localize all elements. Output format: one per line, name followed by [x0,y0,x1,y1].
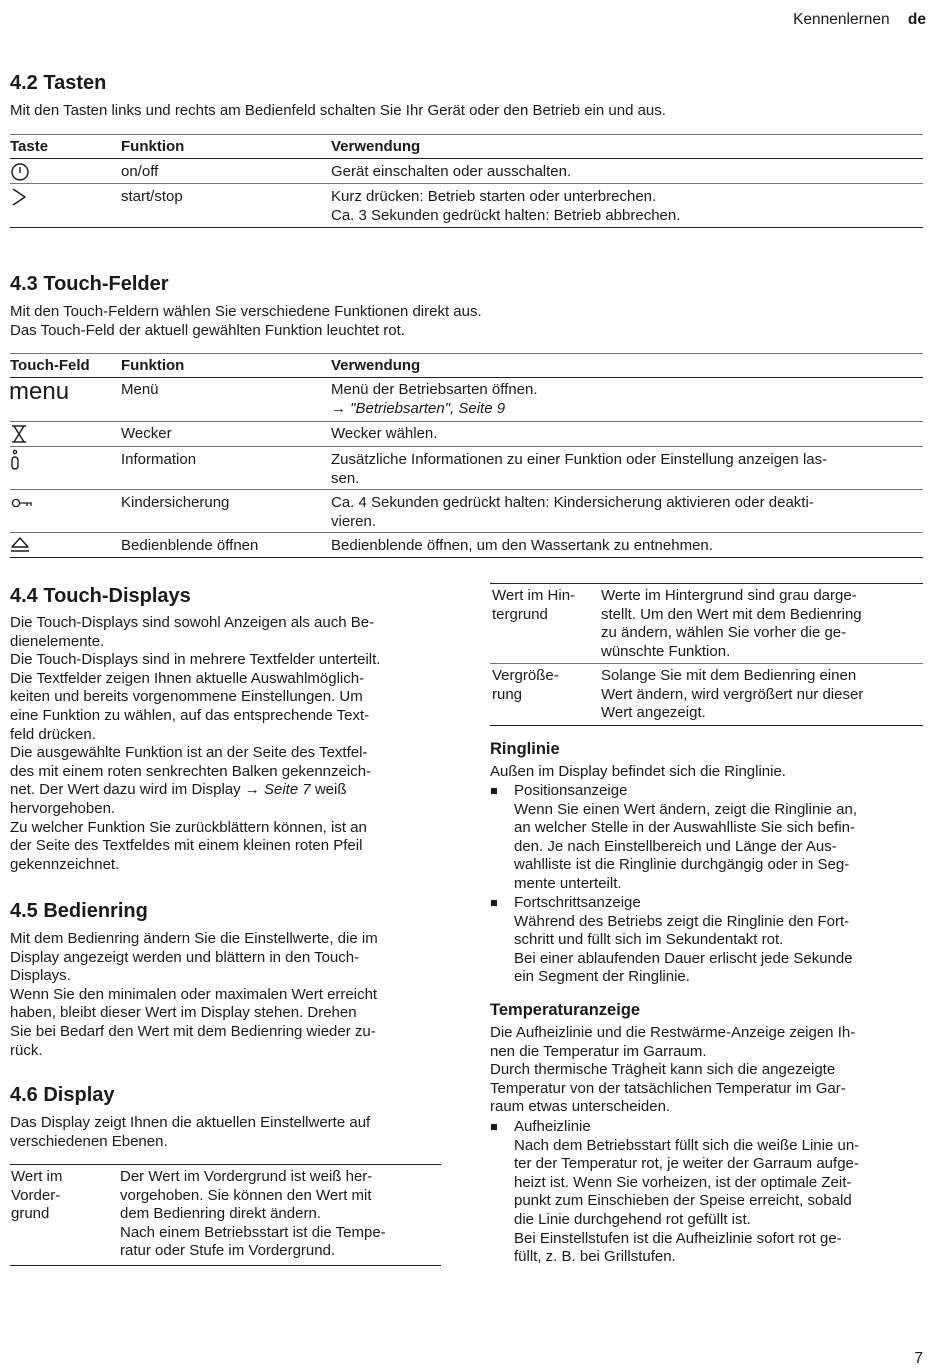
text-line: Sie bei Bedarf den Wert mit dem Bedienring wieder zu- [10,1022,376,1040]
table-cell-verwendung: Wecker wählen. [331,425,438,442]
text-line: rück. [10,1041,43,1059]
bullet-label: Positionsanzeige [514,782,628,799]
text-line: Wenn Sie einen Wert ändern, zeigt die Ringlinie an, [514,800,857,818]
section-title-4-6: 4.6 Display [10,1084,115,1106]
section-title-4-4: 4.4 Touch-Displays [10,585,191,607]
text-line: der Seite des Textfeldes mit einem kleinen roten Pfeil [10,837,363,855]
col-header-funktion: Funktion [121,138,185,155]
text-line: wünschte Funktion. [601,642,731,660]
text-line: Zusätzliche Informationen zu einer Funktion oder Einstellung anzeigen las- [331,451,828,468]
text-line: grund [11,1205,50,1223]
bullet-item [514,894,853,987]
subsection-title-ringlinie: Ringlinie [490,740,560,758]
table-rule [10,134,923,135]
table-rule [490,725,923,726]
col-header-verwendung: Verwendung [331,138,421,155]
text-line: Wenn Sie den minimalen oder maximalen Wert erreicht [10,985,378,1003]
cross-reference: → "Betriebsarten", Seite 9 [331,399,506,417]
text-line: verschiedenen Ebenen. [10,1132,168,1150]
text-line: Solange Sie mit dem Bedienring einen [601,667,857,684]
hourglass-icon [11,424,27,444]
text-line: Der Wert im Vordergrund ist weiß her- [120,1168,373,1185]
text-line: gekennzeichnet. [10,855,120,873]
text-line: vieren. [331,512,377,530]
text-line: Das Touch-Feld der aktuell gewählten Funktion leuchtet rot. [10,321,405,339]
text-line: Kurz drücken: Betrieb starten oder unterbrechen. [331,188,657,205]
table-rule [10,1164,441,1165]
info-icon [9,449,21,471]
header-section: Kennenlernen [793,11,890,28]
bullet-marker [491,1124,497,1130]
table-rule [10,227,923,228]
text-line: Die ausgewählte Funktion ist an der Seite des Textfel- [10,744,368,762]
text-line: ter der Temperatur rot, je weiter der Garraum aufge- [514,1155,859,1173]
section-body-4-5 [10,930,450,1060]
text-line: tergrund [492,605,548,623]
text-line-with-reference [10,781,450,800]
bullet-marker [491,900,497,906]
table-cell-verwendung [331,188,680,225]
text-line: heizt ist. Wenn Sie vorheizen, ist der optimale Zeit- [514,1173,852,1191]
table-cell-funktion: Bedienblende öffnen [121,537,259,554]
table-cell-funktion: Kindersicherung [121,494,230,511]
table-rule [10,353,923,354]
table-rule [10,446,923,447]
table-cell-description [120,1168,386,1261]
text-line: Temperatur von der tatsächlichen Temperatur im Gar- [490,1079,846,1097]
table-cell-term [11,1168,62,1224]
subsection-body [490,1024,855,1117]
table-cell-description [601,587,862,661]
table-rule [10,557,923,558]
text-line: Das Display zeigt Ihnen die aktuellen Einstellwerte auf [10,1114,371,1131]
text-line: feld drücken. [10,725,96,743]
section-intro-4-2: Mit den Tasten links und rechts am Bedienfeld schalten Sie Ihr Gerät oder den Betrieb ein und aus. [10,102,666,119]
text-line: vorgehoben. Sie können den Wert mit [120,1186,372,1204]
text-line: mente unterteilt. [514,874,622,892]
text-line: Durch thermische Trägheit kann sich die angezeigte [490,1061,836,1079]
text-line: Display angezeigt werden und blättern in den Touch- [10,948,360,966]
text-line: zu ändern, wählen Sie vorher die ge- [601,624,847,642]
text-fragment: net. Der Wert dazu wird im Display [10,781,241,799]
reference-arrow: → [244,781,260,799]
table-rule [490,663,923,664]
text-line: dienelemente. [10,632,105,650]
text-line: die Linie durchgehend rot gefüllt ist. [514,1210,751,1228]
table-rule [10,532,923,533]
section-body-4-4 [10,614,450,874]
text-line: Wert angezeigt. [601,704,706,722]
table-rule [490,583,923,584]
table-rule [10,158,923,159]
text-line: Wert ändern, wird vergrößert nur dieser [601,685,864,703]
text-line: füllt, z. B. bei Grillstufen. [514,1248,676,1266]
text-line: Vergröße- [492,667,559,684]
text-line: Zu welcher Funktion Sie zurückblättern können, ist an [10,818,367,836]
table-rule [10,421,923,422]
page-header [793,11,926,30]
bullet-item [514,1118,859,1267]
bullet-marker [491,788,497,794]
text-line: raum etwas unterscheiden. [490,1098,671,1116]
key-icon [11,497,33,509]
col-header-verwendung: Verwendung [331,357,421,374]
section-title-4-2: 4.2 Tasten [10,72,107,94]
text-line: hervorgehoben. [10,799,116,817]
header-lang: de [907,11,926,28]
text-line: Die Touch-Displays sind sowohl Anzeigen als auch Be- [10,614,375,631]
power-icon [10,162,30,182]
bullet-label: Fortschrittsanzeige [514,894,641,911]
text-line: Bei Einstellstufen ist die Aufheizlinie sofort rot ge- [514,1229,842,1247]
text-line: Während des Betriebs zeigt die Ringlinie den Fort- [514,912,850,930]
section-intro-4-3 [10,303,482,340]
text-line: dem Bedienring direkt ändern. [120,1205,321,1223]
text-line: ratur oder Stufe im Vordergrund. [120,1242,336,1260]
subsection-title-temperaturanzeige: Temperaturanzeige [490,1001,641,1019]
section-title-4-5: 4.5 Bedienring [10,900,148,922]
page-number: 7 [914,1350,923,1367]
text-line: Die Aufheizlinie und die Restwärme-Anzeige zeigen Ih- [490,1024,856,1041]
text-line: Die Touch-Displays sind in mehrere Textfelder unterteilt. [10,651,381,669]
text-line: Bei einer ablaufenden Dauer erlischt jede Sekunde [514,949,853,967]
text-line: an welcher Stelle in der Auswahlliste Sie sich befin- [514,819,856,837]
text-fragment: weiß [314,781,347,799]
text-line: Mit dem Bedienring ändern Sie die Einstellwerte, die im [10,930,378,947]
text-line: Mit den Touch-Feldern wählen Sie verschiedene Funktionen direkt aus. [10,303,482,320]
text-line: schritt und füllt sich im Sekundentakt rot. [514,931,784,949]
text-line: Wert im Hin- [492,587,576,604]
table-cell-verwendung [331,451,827,488]
text-line: sen. [331,469,360,487]
text-line: den. Je nach Einstellbereich und Länge der Aus- [514,837,837,855]
table-cell-funktion: Information [121,451,197,468]
text-line: Wert im [11,1168,63,1185]
text-line: nen die Temperatur im Garraum. [490,1042,707,1060]
cross-reference: Seite 7 [263,781,311,799]
table-rule [10,1265,441,1266]
table-cell-verwendung: Gerät einschalten oder ausschalten. [331,163,572,180]
text-line: Vorder- [11,1186,61,1204]
text-line: Werte im Hintergrund sind grau darge- [601,587,857,604]
table-cell-term [492,667,559,704]
table-rule [10,377,923,378]
text-line: ein Segment der Ringlinie. [514,968,690,986]
text-line: Displays. [10,967,71,985]
table-cell-verwendung: Bedienblende öffnen, um den Wassertank zu entnehmen. [331,537,713,554]
text-line: rung [492,685,523,703]
col-header-taste: Taste [10,138,49,155]
bullet-item [514,782,857,894]
table-cell-funktion: on/off [121,163,159,180]
text-line: Menü der Betriebsarten öffnen. [331,381,538,398]
text-line: Ca. 3 Sekunden gedrückt halten: Betrieb abbrechen. [331,206,681,224]
text-line: Nach einem Betriebsstart ist die Tempe- [120,1223,386,1241]
subsection-intro: Außen im Display befindet sich die Ringlinie. [490,763,786,780]
table-cell-term [492,587,575,624]
eject-icon [9,535,31,555]
text-line: keiten und bereits vorgenommene Einstellungen. Um [10,688,363,706]
table-cell-funktion: start/stop [121,188,183,205]
col-header-touch-feld: Touch-Feld [10,357,90,374]
text-line: Ca. 4 Sekunden gedrückt halten: Kindersicherung aktivieren oder deakti- [331,494,814,511]
table-rule [10,183,923,184]
menu-text-icon: menu [9,378,70,405]
play-icon [11,187,29,207]
table-cell-funktion: Wecker [121,425,172,442]
text-line: wahlliste ist die Ringlinie durchgängig oder in Seg- [514,856,850,874]
text-line: Nach dem Betriebsstart füllt sich die weiße Linie un- [514,1136,860,1154]
col-header-funktion: Funktion [121,357,185,374]
section-title-4-3: 4.3 Touch-Felder [10,273,169,295]
table-rule [10,489,923,490]
text-line: des mit einem roten senkrechten Balken gekennzeich- [10,762,372,780]
table-cell-funktion: Menü [121,381,159,398]
table-cell-verwendung [331,381,538,418]
text-line: punkt zum Einschieben der Speise erreicht, sobald [514,1192,852,1210]
text-line: Die Textfelder zeigen Ihnen aktuelle Auswahlmöglich- [10,669,365,687]
text-line: eine Funktion zu wählen, auf das entsprechende Text- [10,706,370,724]
table-cell-description [601,667,863,723]
bullet-label: Aufheizlinie [514,1118,591,1135]
text-line: haben, bleibt dieser Wert im Display stehen. Drehen [10,1004,357,1022]
table-cell-verwendung [331,494,814,531]
section-body-4-6 [10,1114,450,1151]
text-line: stellt. Um den Wert mit dem Bedienring [601,605,862,623]
